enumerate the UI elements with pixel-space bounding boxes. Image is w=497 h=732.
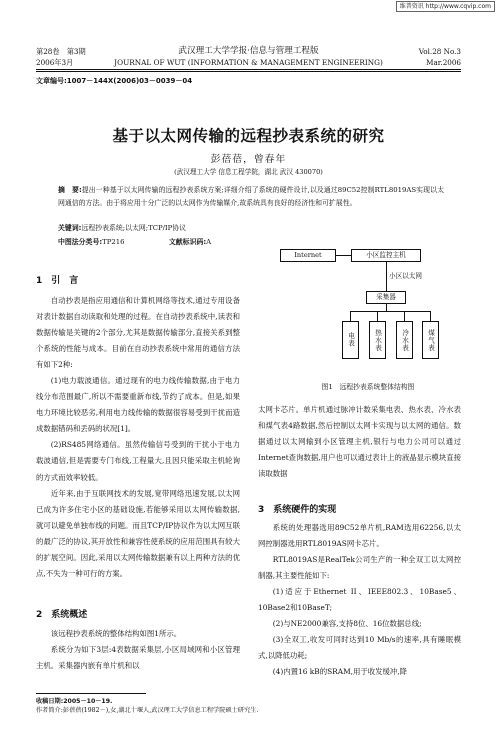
clc-label: 中图法分类号:: [58, 238, 103, 246]
paragraph: RTL8019AS是RealTek公司生产的一种全双工以太网控制器,其主要性能如下:: [258, 555, 461, 581]
header-rule: [36, 69, 461, 70]
connector-line: [386, 262, 387, 291]
paragraph: 系统的处理器选用89C52单片机,RAM选用62256,以太网控制器选用RTL8019AS网卡芯片。: [258, 523, 461, 549]
connector-line: [350, 311, 351, 321]
abstract-label: 摘 要:: [58, 186, 82, 194]
paragraph: (4)内置16 kB的SRAM,用于收发缓冲,降: [272, 667, 408, 677]
paragraph: (3)全双工,收发可同时达到10 Mb/s的速率,具有睡眠模式,以降低功耗;: [258, 635, 461, 661]
paragraph: 该远程抄表系统的整体结构如图1所示。: [50, 629, 182, 638]
paragraph: (2)与NE2000兼容,支持8位、16位数据总线;: [272, 619, 422, 629]
paragraph: (1)适应于Ethernet II、IEEE802.3、10Base5、10Base2和10BaseT;: [258, 587, 461, 613]
meter-box: 热水表: [369, 321, 386, 359]
abstract: [58, 184, 444, 209]
date-right: Mar.2006: [426, 58, 461, 67]
abstract-text: 提出一种基于以太网传输的远程抄表系统方案;详细介绍了系统的硬件设计,以及通过89C52控制RTL8019AS实现以太网通信的方法。由于将应用十分广泛的以太网作为传输媒介,故系统具有良好的经济性和可扩展性。: [58, 186, 444, 207]
received-date: 收稿日期:2005－10－19.: [36, 698, 113, 705]
date-left: 2006年3月: [36, 58, 74, 67]
right-column-hardware: [258, 520, 461, 680]
section-1-heading: 1 引 言: [36, 276, 79, 286]
connector-line: [336, 255, 351, 256]
meter-box: 电表: [342, 321, 359, 359]
left-column-intro: [36, 293, 240, 582]
paragraph: 太网卡芯片。单片机通过脉冲计数采集电表、热水表、冷水表和煤气表4路数据,然后控制以太网卡实现与以太网的通信。数据通过以太网输到小区管理主机,银行与电力公司可以通过Internet查询数据,用户也可以通过表计上的液晶显示模块直接读取数据: [258, 405, 461, 479]
footnote-author: [36, 706, 258, 715]
affiliation: (武汉理工大学 信息工程学院，湖北 武汉 430070): [174, 168, 323, 176]
left-column-overview: [36, 626, 240, 674]
section-3-heading: 3 系统硬件的实现: [258, 505, 337, 515]
connector-bus: [350, 311, 431, 312]
connector-line: [430, 311, 431, 321]
author-bio: 作者简介:彭蓓蓓(1982－),女,湖北十堰人,武汉理工大学信息工程学院硕士研究生.: [36, 707, 259, 714]
keywords-label: 关键词:: [58, 224, 82, 232]
lan-label: 小区以太网: [389, 272, 422, 280]
paragraph: 近年来,由于互联网技术的发展,宽带网络迅速发展,以太网已成为许多住宅小区的基础设施,若能够采用以太网传输数据,就可以避免单独布线的问题。而且TCP/IP协议作为以太网互联的最广泛的协议,其开放性和兼容性使系统的应用范围具有较大的扩展空间。因此,采用以太网传输数据兼有以上两种方法的优点,不失为一种可行的方案。: [36, 488, 240, 578]
article-number: 文章编号:1007－144X(2006)03－0039－04: [36, 77, 193, 85]
journal-title-en: JOURNAL OF WUT (INFORMATION & MANAGEMENT ENGINEERING): [114, 58, 383, 67]
footnote-rule: [36, 693, 146, 694]
internet-box: Internet: [280, 249, 336, 262]
connector-line: [386, 304, 387, 311]
connector-line: [377, 311, 378, 321]
paragraph: (1)电力载波通信。通过现有的电力线传输数据,由于电力线分布范围最广,所以不需要重新布线,节约了成本。但是,如果电力环境比较恶劣,利用电力线传输的数据很容易受到干扰而造成数据错码和丢码的状况[1]。: [36, 376, 240, 434]
meter-box: 煤气表: [422, 321, 439, 359]
journal-title-cn: 武汉理工大学学报·信息与管理工程版: [178, 46, 319, 56]
doc-code-value: A: [206, 238, 212, 246]
collector-box: 采集器: [366, 291, 406, 304]
section-2-heading: 2 系统概述: [36, 610, 88, 620]
connector-line: [404, 311, 405, 321]
volume-issue-right: Vol.28 No.3: [418, 47, 461, 56]
doc-code-label: 文献标识码:: [168, 238, 207, 246]
keywords-text: 远程抄表系统;以太网;TCP/IP协议: [81, 224, 187, 232]
keywords: [58, 222, 444, 235]
header-rule-2: [36, 71, 461, 72]
paragraph: 系统分为如下3层:4表数据采集层,小区局域网和小区管理主机。采集器内嵌有单片机和以: [36, 645, 240, 671]
meter-box: 冷水表: [396, 321, 413, 359]
authors: 彭蓓蓓，曾春年: [210, 154, 287, 165]
footnote-received: [36, 697, 112, 706]
volume-issue-left: 第28卷 第3期: [36, 47, 86, 56]
figure-1-caption: 图1 远程抄表系统整体结构图: [321, 383, 415, 391]
paragraph: (2)RS485网络通信。虽然传输信号受到的干扰小于电力载波通信,但是需要专门布线,工程量大,且因只能采取主机轮询的方式而效率较低。: [36, 440, 240, 482]
paragraph: 自动抄表是指应用通信和计算机网络等技术,通过专用设备对表计数据自动读取和处理的过程。在自动抄表系统中,读表和数据传输是关键的2个部分,尤其是数据传输部分,直接关系到整个系统的性能与成本。目前在自动抄表系统中常用的通信方法有如下2种:: [36, 296, 240, 370]
host-box: 小区监控主机: [351, 249, 421, 262]
watermark-stamp: 维普资讯 http://www.cqvip.com: [396, 1, 495, 12]
right-column-upper: [258, 402, 461, 482]
paper-title: 基于以太网传输的远程抄表系统的研究: [112, 127, 385, 145]
clc-value: TP216: [102, 238, 125, 246]
figure-1-diagram: [268, 245, 468, 377]
